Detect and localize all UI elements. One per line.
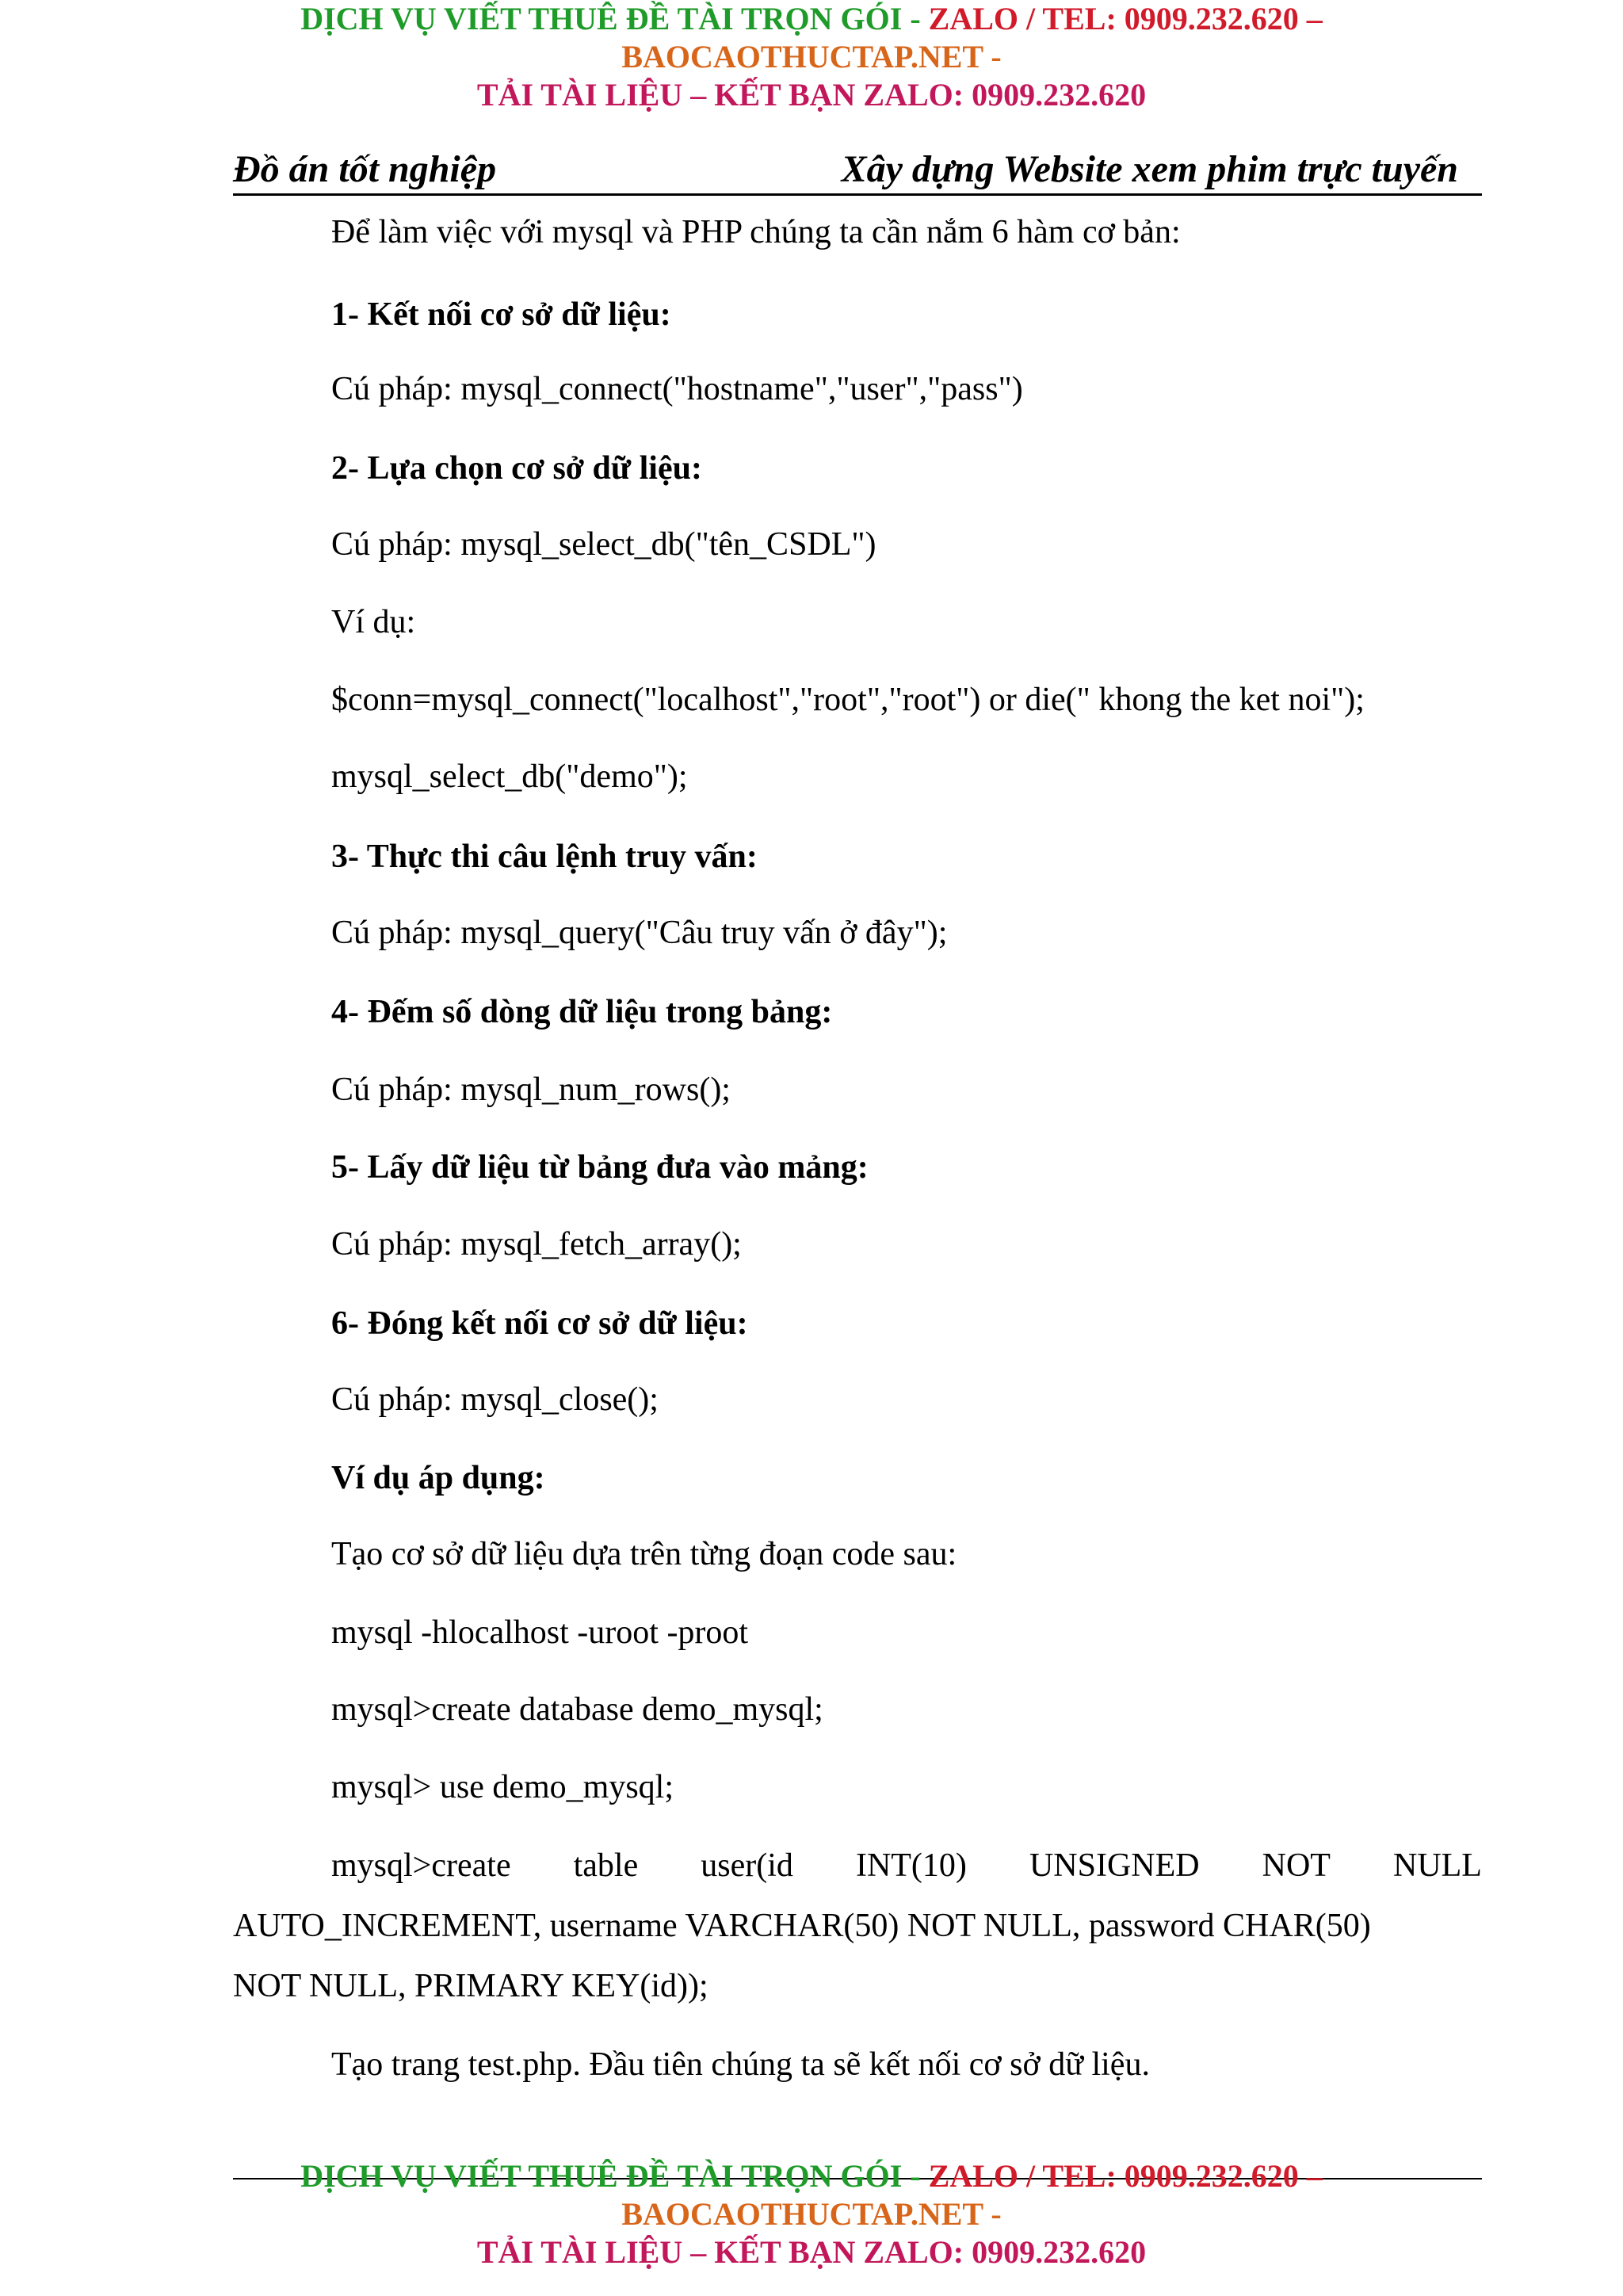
code-create-table (233, 1836, 1482, 2016)
apply-intro: Tạo cơ sở dữ liệu dựa trên từng đoạn code sau: (331, 1536, 957, 1572)
running-header (233, 144, 1482, 196)
syntax-query: Cú pháp: mysql_query("Câu truy vấn ở đây"); (331, 915, 948, 951)
banner-line-1 (0, 2157, 1623, 2195)
code-login: mysql -hlocalhost -uroot -proot (331, 1614, 749, 1651)
code-create-table-line-3: NOT NULL, PRIMARY KEY(id)); (233, 1968, 708, 2004)
code-word: UNSIGNED (1029, 1847, 1200, 1884)
code-word: NOT (1262, 1847, 1331, 1884)
banner-contact-text: ZALO / TEL: 0909.232.620 – (928, 2158, 1323, 2194)
banner-service-text: DỊCH VỤ VIẾT THUÊ ĐỀ TÀI TRỌN GÓI - (300, 1, 929, 36)
intro-paragraph: Để làm việc với mysql và PHP chúng ta cần nắm 6 hàm cơ bản: (331, 214, 1181, 250)
running-header-left: Đồ án tốt nghiệp (233, 148, 497, 190)
bottom-banner (0, 2157, 1623, 2271)
heading-close: 6- Đóng kết nối cơ sở dữ liệu: (331, 1305, 748, 1342)
banner-download-text: TẢI TÀI LIỆU – KẾT BẠN ZALO: 0909.232.620 (476, 2234, 1147, 2270)
banner-line-1 (0, 0, 1623, 38)
banner-download-text: TẢI TÀI LIỆU – KẾT BẠN ZALO: 0909.232.620 (476, 77, 1147, 113)
heading-query: 3- Thực thi câu lệnh truy vấn: (331, 839, 758, 875)
heading-connect: 1- Kết nối cơ sở dữ liệu: (331, 296, 671, 333)
banner-website-text: BAOCAOTHUCTAP.NET - (621, 2196, 1002, 2232)
code-word: INT(10) (855, 1847, 967, 1884)
running-header-right: Xây dựng Website xem phim trực tuyến (841, 148, 1458, 190)
example-label: Ví dụ: (331, 604, 416, 640)
heading-apply-example: Ví dụ áp dụng: (331, 1460, 545, 1496)
top-banner (0, 0, 1623, 114)
code-word: user(id (701, 1847, 793, 1884)
heading-select-db: 2- Lựa chọn cơ sở dữ liệu: (331, 450, 702, 487)
heading-fetch-array: 5- Lấy dữ liệu từ bảng đưa vào mảng: (331, 1149, 869, 1186)
banner-contact-text: ZALO / TEL: 0909.232.620 – (928, 1, 1323, 36)
syntax-connect: Cú pháp: mysql_connect("hostname","user","pass") (331, 371, 1023, 407)
code-create-table-line-2: AUTO_INCREMENT, username VARCHAR(50) NOT NULL, password CHAR(50) (233, 1908, 1371, 1944)
syntax-fetch-array: Cú pháp: mysql_fetch_array(); (331, 1226, 742, 1263)
code-create-table-line-1 (233, 1836, 1482, 1896)
code-word: NULL (1392, 1847, 1482, 1884)
code-word: table (573, 1847, 639, 1884)
syntax-num-rows: Cú pháp: mysql_num_rows(); (331, 1072, 731, 1108)
code-create-database: mysql>create database demo_mysql; (331, 1691, 823, 1728)
syntax-close: Cú pháp: mysql_close(); (331, 1381, 659, 1418)
example-select-code: mysql_select_db("demo"); (331, 758, 688, 795)
syntax-select-db: Cú pháp: mysql_select_db("tên_CSDL") (331, 526, 876, 563)
example-connect-code: $conn=mysql_connect("localhost","root","root") or die(" khong the ket noi"); (331, 682, 1365, 718)
banner-website-text: BAOCAOTHUCTAP.NET - (621, 39, 1002, 74)
closing-paragraph: Tạo trang test.php. Đầu tiên chúng ta sẽ kết nối cơ sở dữ liệu. (331, 2046, 1150, 2083)
banner-service-text: DỊCH VỤ VIẾT THUÊ ĐỀ TÀI TRỌN GÓI - (300, 2158, 929, 2194)
code-word: mysql>create (331, 1847, 511, 1884)
code-use-database: mysql> use demo_mysql; (331, 1769, 674, 1805)
heading-num-rows: 4- Đếm số dòng dữ liệu trong bảng: (331, 994, 833, 1030)
